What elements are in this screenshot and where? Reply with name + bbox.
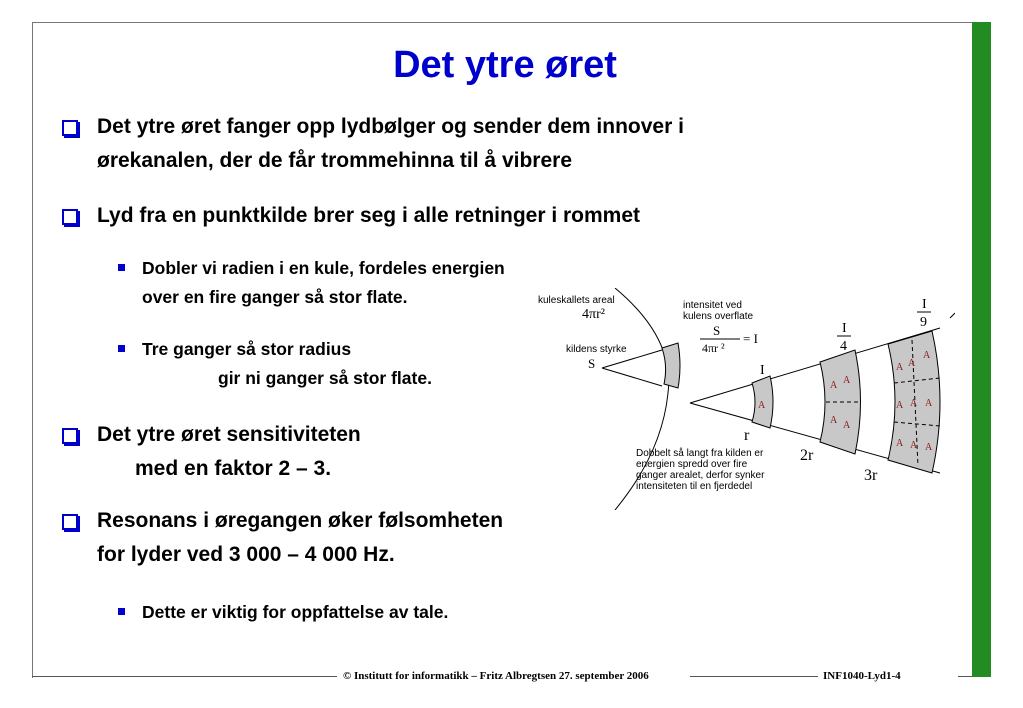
footer-rule-right — [958, 676, 972, 677]
cell-letter: A — [830, 380, 838, 391]
cell-letter: A — [896, 362, 904, 373]
footer-slide-code: INF1040-Lyd1-4 — [823, 670, 901, 682]
subbullet-1-line-1: Dobler vi radien i en kule, fordeles energien — [142, 258, 505, 278]
cell-letter: A — [910, 440, 918, 451]
subbullet-2-line-1: Tre ganger så stor radius — [142, 339, 352, 359]
source-symbol: S — [588, 356, 596, 371]
caption-line-2: energien spredd over fire — [636, 459, 748, 470]
checkbox-bullet-icon — [62, 209, 78, 225]
intensity-i: I — [760, 363, 765, 378]
area-label: kuleskallets areal — [538, 295, 615, 306]
slide-title: Det ytre øret — [393, 44, 617, 86]
bullet-3-line-1: Det ytre øret sensitiviteten — [97, 423, 361, 446]
cell-letter: A — [923, 350, 931, 361]
formula-numerator: S — [713, 323, 721, 338]
intensity-i9-num: I — [922, 297, 927, 312]
intensity-label-2: kulens overflate — [683, 311, 754, 322]
intensity-i9-den: 9 — [920, 315, 927, 330]
subbullet-3-line-1: Dette er viktig for oppfattelse av tale. — [142, 602, 449, 622]
checkbox-bullet-icon — [62, 120, 78, 136]
area-formula: 4πr² — [582, 307, 605, 322]
subbullet-2-line-2: gir ni ganger så stor flate. — [218, 368, 432, 388]
subbullet-3 — [142, 598, 448, 627]
caption-line-1: Dobbelt så langt fra kilden er — [636, 448, 764, 459]
cell-letter: A — [758, 400, 766, 411]
cell-letter: A — [925, 442, 933, 453]
subbullet-2 — [142, 335, 432, 393]
bullet-3 — [97, 418, 361, 486]
bullet-2 — [97, 199, 640, 233]
footer-copyright: © Institutt for informatikk – Fritz Albregtsen 27. september 2006 — [343, 670, 649, 682]
cell-letter: A — [910, 398, 918, 409]
formula-equals: = I — [743, 331, 758, 346]
cell-letter: A — [908, 358, 916, 369]
bullet-2-line-1: Lyd fra en punktkilde brer seg i alle retninger i rommet — [97, 204, 641, 227]
bullet-3-line-2: med en faktor 2 – 3. — [135, 457, 332, 480]
intensity-i4-den: 4 — [840, 339, 847, 354]
footer-rule-left — [32, 676, 337, 677]
bullet-4 — [97, 504, 503, 572]
checkbox-bullet-icon — [62, 428, 78, 444]
cell-letter: A — [925, 398, 933, 409]
ray-extension — [950, 313, 955, 318]
square-bullet-icon — [118, 608, 125, 615]
square-bullet-icon — [118, 264, 125, 271]
caption-line-3: ganger arealet, derfor synker — [636, 470, 765, 481]
cell-letter: A — [896, 400, 904, 411]
bullet-4-line-1: Resonans i øregangen øker følsomheten — [97, 509, 504, 532]
intensity-i4-num: I — [842, 321, 847, 336]
checkbox-bullet-icon — [62, 514, 78, 530]
radius-2r: 2r — [800, 447, 814, 464]
radius-r: r — [744, 427, 750, 444]
formula-denominator: 4πr ² — [702, 341, 725, 355]
green-side-bar — [972, 22, 991, 677]
source-label: kildens styrke — [566, 344, 627, 355]
inverse-square-diagram — [530, 288, 955, 510]
intensity-label-1: intensitet ved — [683, 300, 742, 311]
cell-letter: A — [843, 420, 851, 431]
cell-letter: A — [843, 375, 851, 386]
bullet-4-line-2: for lyder ved 3 000 – 4 000 Hz. — [97, 543, 395, 566]
bullet-1-line-2: ørekanalen, der de får trommehinna til å vibrere — [97, 149, 572, 172]
cell-letter: A — [896, 438, 904, 449]
caption-line-4: intensiteten til en fjerdedel — [636, 481, 753, 492]
ray-bottom-short — [602, 368, 662, 386]
bullet-1-line-1: Det ytre øret fanger opp lydbølger og sender dem innover i — [97, 115, 684, 138]
radius-3r: 3r — [864, 467, 878, 484]
subbullet-1 — [142, 254, 505, 312]
patch-sphere — [662, 343, 680, 388]
footer-rule-middle — [690, 676, 818, 677]
square-bullet-icon — [118, 345, 125, 352]
cell-letter: A — [830, 415, 838, 426]
bullet-1 — [97, 110, 684, 178]
subbullet-1-line-2: over en fire ganger så stor flate. — [142, 287, 408, 307]
